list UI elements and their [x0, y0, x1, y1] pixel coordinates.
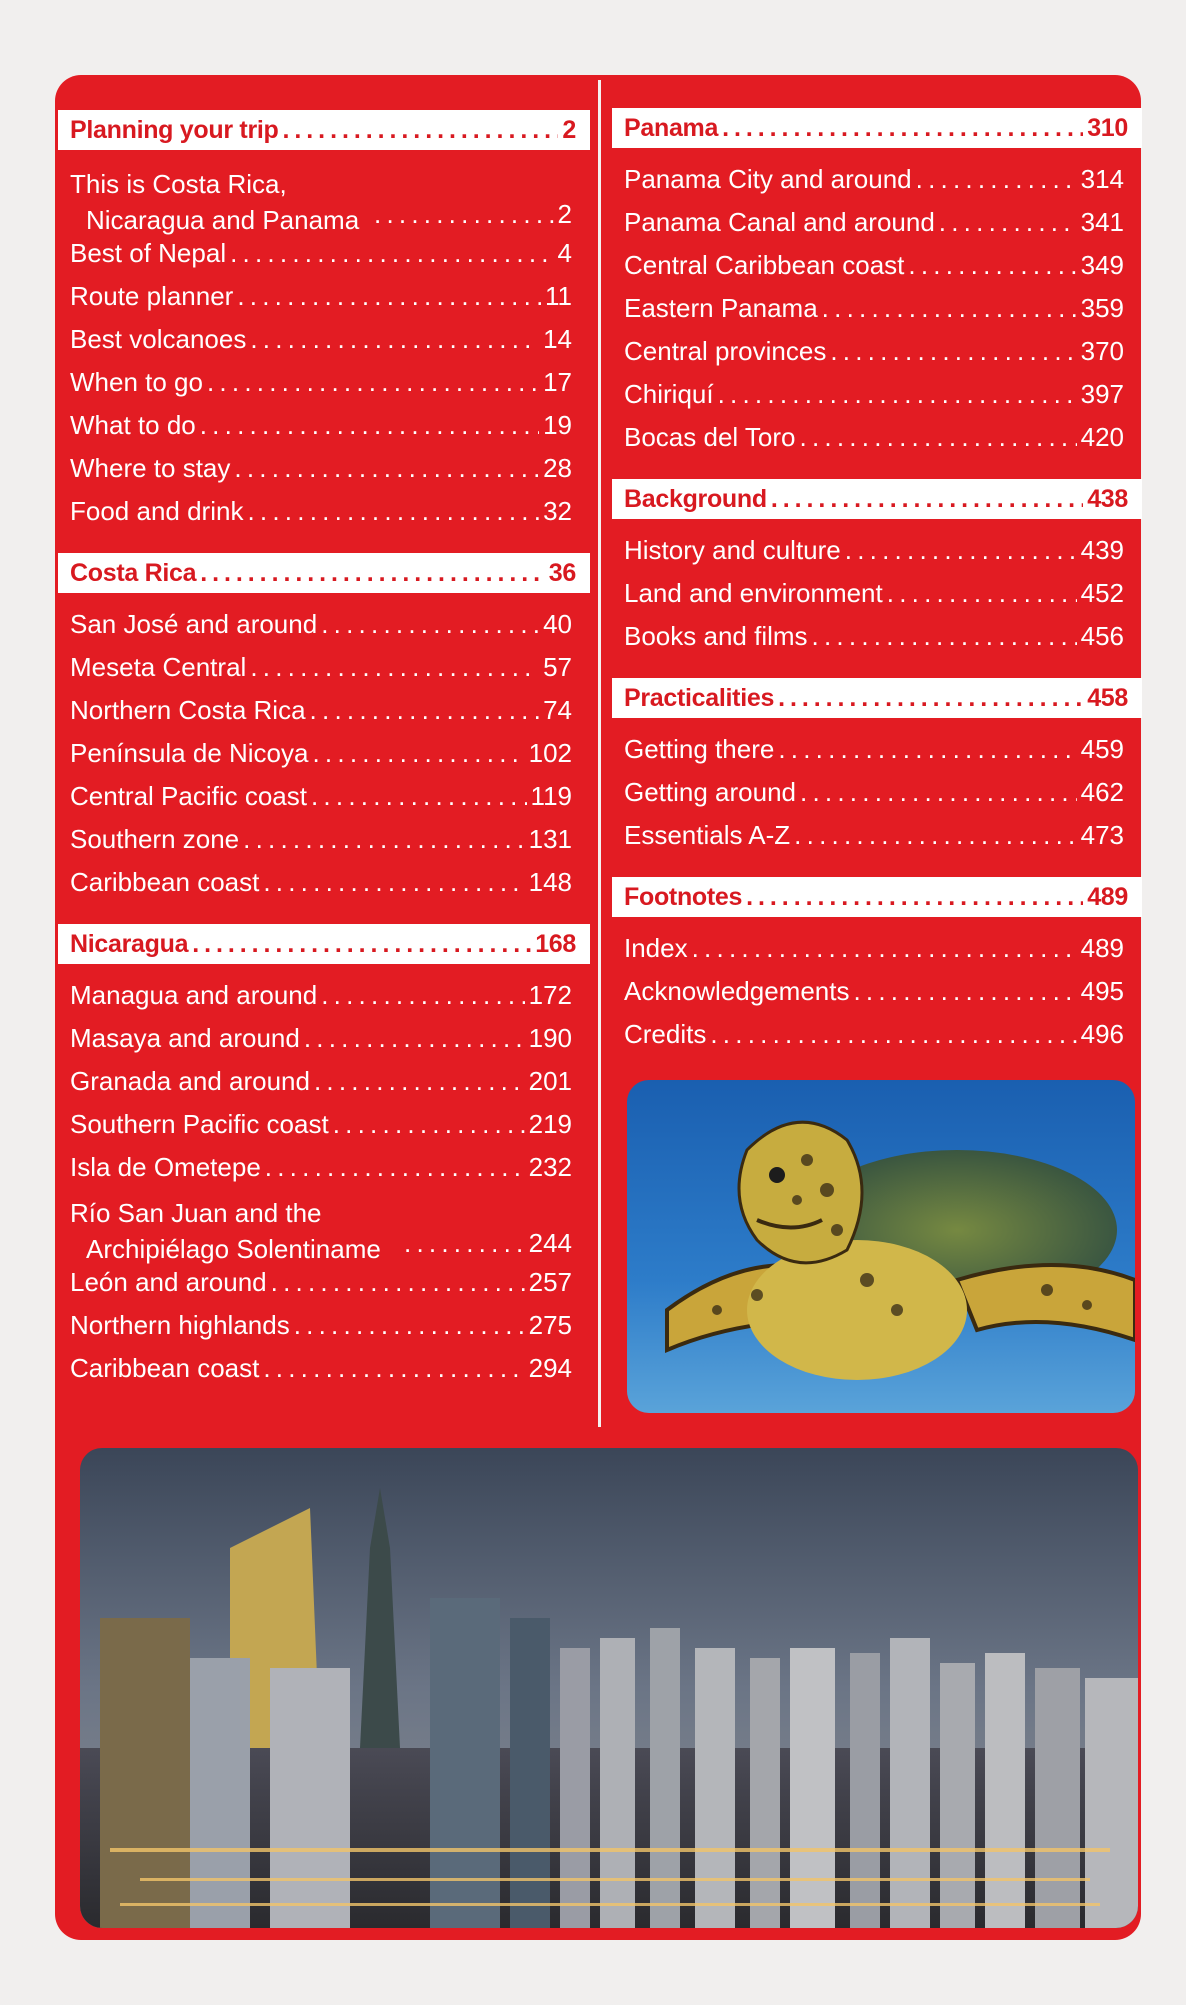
section-practicalities	[612, 678, 1142, 877]
toc-entry[interactable]: Northern highlands . . . 275	[70, 1310, 590, 1353]
section-title: Costa Rica	[70, 558, 197, 587]
toc-entry[interactable]: Where to stay . . . 28	[70, 453, 590, 496]
section-header[interactable]	[58, 924, 590, 964]
section-page: 2	[562, 115, 576, 144]
toc-entry[interactable]: Books and films . . . 456	[624, 621, 1142, 664]
panama-city-skyline-photo	[80, 1448, 1138, 1928]
toc-entry[interactable]: Index . . . 489	[624, 933, 1142, 976]
section-page: 168	[535, 929, 576, 958]
toc-entry[interactable]: Northern Costa Rica . . . 74	[70, 695, 590, 738]
toc-entry[interactable]: History and culture . . . 439	[624, 535, 1142, 578]
toc-entry[interactable]: Land and environment . . . 452	[624, 578, 1142, 621]
toc-entry[interactable]: Caribbean coast . . . 294	[70, 1353, 590, 1396]
city-skyline-illustration	[80, 1448, 1138, 1928]
section-page: 310	[1087, 113, 1128, 142]
left-column	[58, 110, 590, 1410]
section-page: 438	[1087, 484, 1128, 513]
entry-list	[58, 593, 590, 924]
right-column	[612, 108, 1142, 1076]
toc-entry[interactable]: What to do . . . 19	[70, 410, 590, 453]
section-title: Nicaragua	[70, 929, 189, 958]
toc-entry[interactable]: Chiriquí . . . 397	[624, 379, 1142, 422]
toc-entry[interactable]: Río San Juan and the Archipiélago Solentiname . . . 244	[70, 1195, 590, 1267]
toc-entry[interactable]: Central Caribbean coast . . . 349	[624, 250, 1142, 293]
section-title: Practicalities	[624, 683, 775, 712]
toc-entry[interactable]: Central provinces . . . 370	[624, 336, 1142, 379]
toc-entry[interactable]: Essentials A-Z . . . 473	[624, 820, 1142, 863]
toc-entry[interactable]: Bocas del Toro . . . 420	[624, 422, 1142, 465]
toc-entry[interactable]: Best of Nepal . . . 4	[70, 238, 590, 281]
section-costa-rica	[58, 553, 590, 924]
toc-entry[interactable]: When to go . . . 17	[70, 367, 590, 410]
sea-turtle-photo	[627, 1080, 1135, 1413]
toc-entry[interactable]: Getting there . . . 459	[624, 734, 1142, 777]
entry-list	[612, 148, 1142, 479]
section-page: 489	[1087, 882, 1128, 911]
entry-list	[58, 150, 590, 553]
section-page: 458	[1087, 683, 1128, 712]
section-title: Panama	[624, 113, 719, 142]
toc-entry[interactable]: Eastern Panama . . . 359	[624, 293, 1142, 336]
toc-entry[interactable]: This is Costa Rica, Nicaragua and Panama . . . 2	[70, 166, 590, 238]
toc-entry[interactable]: Credits . . . 496	[624, 1019, 1142, 1062]
toc-entry[interactable]: Best volcanoes . . . 14	[70, 324, 590, 367]
section-header[interactable]	[612, 877, 1142, 917]
section-planning	[58, 110, 590, 553]
toc-entry[interactable]: Managua and around . . . 172	[70, 980, 590, 1023]
toc-entry[interactable]: Caribbean coast . . . 148	[70, 867, 590, 910]
section-header[interactable]	[58, 110, 590, 150]
section-header[interactable]	[612, 479, 1142, 519]
section-footnotes	[612, 877, 1142, 1076]
toc-entry[interactable]: Panama City and around . . . 314	[624, 164, 1142, 207]
section-panama	[612, 108, 1142, 479]
entry-list	[612, 917, 1142, 1076]
section-header[interactable]	[612, 108, 1142, 148]
toc-entry[interactable]: Masaya and around . . . 190	[70, 1023, 590, 1066]
toc-entry[interactable]: San José and around . . . 40	[70, 609, 590, 652]
toc-entry[interactable]: Southern zone . . . 131	[70, 824, 590, 867]
toc-entry[interactable]: Acknowledgements . . . 495	[624, 976, 1142, 1019]
toc-entry[interactable]: Route planner . . . 11	[70, 281, 590, 324]
section-header[interactable]	[58, 553, 590, 593]
entry-list	[612, 718, 1142, 877]
toc-entry[interactable]: Getting around . . . 462	[624, 777, 1142, 820]
toc-entry[interactable]: Food and drink . . . 32	[70, 496, 590, 539]
toc-entry[interactable]: Granada and around . . . 201	[70, 1066, 590, 1109]
section-title: Background	[624, 484, 767, 513]
section-title: Planning your trip	[70, 115, 279, 144]
section-header[interactable]	[612, 678, 1142, 718]
entry-list	[58, 964, 590, 1410]
toc-entry[interactable]: Península de Nicoya . . . 102	[70, 738, 590, 781]
section-title: Footnotes	[624, 882, 743, 911]
toc-entry[interactable]: Panama Canal and around . . . 341	[624, 207, 1142, 250]
toc-entry[interactable]: León and around . . . 257	[70, 1267, 590, 1310]
section-nicaragua	[58, 924, 590, 1410]
toc-entry[interactable]: Meseta Central . . . 57	[70, 652, 590, 695]
toc-entry[interactable]: Southern Pacific coast . . . 219	[70, 1109, 590, 1152]
toc-entry[interactable]: Central Pacific coast . . . 119	[70, 781, 590, 824]
sea-turtle-illustration	[627, 1080, 1135, 1413]
section-page: 36	[548, 558, 576, 587]
column-divider	[598, 80, 601, 1427]
section-background	[612, 479, 1142, 678]
entry-list	[612, 519, 1142, 678]
toc-entry[interactable]: Isla de Ometepe . . . 232	[70, 1152, 590, 1195]
